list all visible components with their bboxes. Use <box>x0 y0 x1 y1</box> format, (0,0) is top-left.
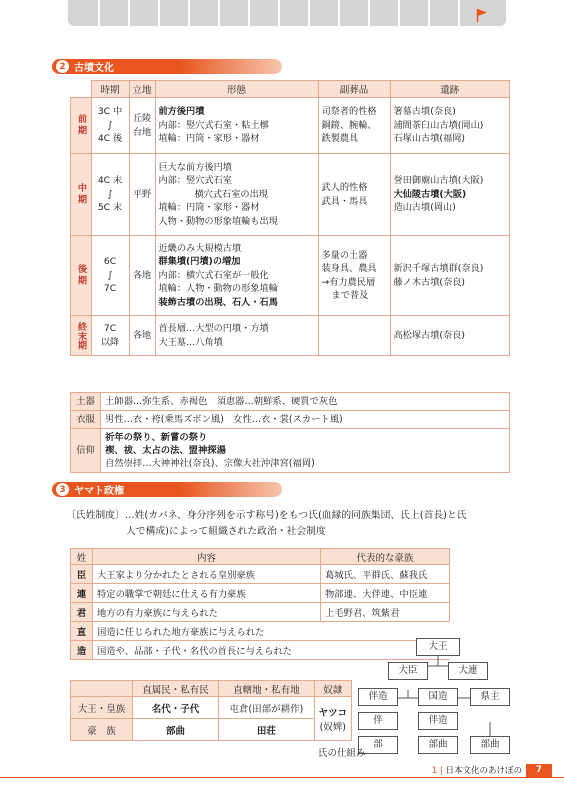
row-content: 土師器…弥生系、赤褐色 須恵器…朝鮮系、硬質で灰色 <box>101 393 510 411</box>
table-header-row <box>71 681 352 697</box>
col-header: 遺跡 <box>390 81 510 98</box>
land-cell: 屯倉(田部が耕作) <box>219 697 315 719</box>
col-header: 直轄地・私有地 <box>219 681 315 697</box>
chapter-tab[interactable] <box>310 0 338 26</box>
col-header: 立地 <box>129 81 155 98</box>
org-box-tomo: 伴 <box>358 712 398 730</box>
location-cell: 各地 <box>129 316 155 356</box>
land-cell: 田荘 <box>219 719 315 741</box>
chapter-tab[interactable] <box>68 0 98 26</box>
org-box-tomo-no-miyatsuko-2: 伴造 <box>418 712 458 730</box>
row-label: 衣服 <box>71 411 101 429</box>
org-box-kakibe-2: 部曲 <box>470 736 510 754</box>
grave-goods-cell: 武人的性格 武具・馬具 <box>318 154 390 236</box>
chapter-label: 1 | 日本文化のあけぼの <box>431 766 522 776</box>
table-row <box>71 622 450 641</box>
table-row <box>71 393 510 411</box>
period-label: 中期 <box>71 154 92 236</box>
col-header: 形態 <box>155 81 318 98</box>
table-row <box>71 641 450 660</box>
table-row <box>71 236 510 316</box>
col-header: 代表的な豪族 <box>321 549 450 565</box>
era-cell: 4C 末 ∫ 5C 末 <box>91 154 129 236</box>
kabane-cell: 連 <box>71 584 93 603</box>
form-cell: 近畿のみ大規模古墳 群集墳(円墳)の増加 内部：横穴式石室が一般化 埴輪：人物・動物の形象埴輪 装飾古墳の出現、石人・石馬 <box>155 236 318 316</box>
people-cell: 名代・子代 <box>133 697 219 719</box>
table-row <box>71 603 450 622</box>
chapter-tab[interactable] <box>430 0 458 26</box>
period-label: 終末期 <box>71 316 92 356</box>
period-label: 後期 <box>71 236 92 316</box>
clans-cell: 葛城氏、平群氏、蘇我氏 <box>321 565 450 584</box>
table-row <box>71 565 450 584</box>
form-cell: 前方後円墳 内部：竪穴式石室・粘土槨 埴輪：円筒・家形・器材 <box>155 98 318 154</box>
col-header <box>71 681 133 697</box>
org-box-kakibe: 部曲 <box>418 736 458 754</box>
sites-cell: 高松塚古墳(奈良) <box>390 316 510 356</box>
diagram-caption: 氏の仕組み <box>318 748 366 759</box>
table-row <box>71 697 352 719</box>
grave-goods-cell: 多量の土器 装身具、農具 →有力農民層 まで普及 <box>318 236 390 316</box>
corner-cell <box>71 81 92 98</box>
col-header: 奴隷 <box>314 681 351 697</box>
row-label: 信仰 <box>71 429 101 473</box>
grave-goods-cell: 司祭者的性格 銅鏡、腕輪、 鉄製農具 <box>318 98 390 154</box>
kabane-cell: 直 <box>71 622 93 641</box>
kofun-lifestyle-table <box>70 392 510 473</box>
era-cell: 7C 以降 <box>91 316 129 356</box>
sites-cell: 誉田御廟山古墳(大阪) 大仙陵古墳(大阪) 造山古墳(岡山) <box>390 154 510 236</box>
chapter-tab[interactable] <box>220 0 248 26</box>
chapter-tab[interactable] <box>370 0 398 26</box>
chapter-tab[interactable] <box>280 0 308 26</box>
content-cell: 国造に任じられた地方豪族に与えられた <box>93 622 450 641</box>
top-tab-bar <box>0 0 564 30</box>
org-box-oomi: 大臣 <box>388 662 428 680</box>
chapter-tab[interactable] <box>160 0 188 26</box>
col-header: 副葬品 <box>318 81 390 98</box>
row-content: 祈年の祭り、新嘗の祭り 禊、祓、太占の法、盟神探湯 自然崇拝…大神神社(奈良)、宗像大社沖津宮(福岡) <box>101 429 510 473</box>
org-box-be: 部 <box>358 736 398 754</box>
table-row <box>71 154 510 236</box>
chapter-tab[interactable] <box>190 0 218 26</box>
content-cell: 地方の有力豪族に与えられた <box>93 603 321 622</box>
table-row <box>71 719 352 741</box>
era-cell: 6C ∫ 7C <box>91 236 129 316</box>
row-label: 土器 <box>71 393 101 411</box>
people-cell: 部曲 <box>133 719 219 741</box>
table-row <box>71 411 510 429</box>
kabane-cell: 君 <box>71 603 93 622</box>
sites-cell: 新沢千塚古墳群(奈良) 藤ノ木古墳(奈良) <box>390 236 510 316</box>
table-header-row <box>71 81 510 98</box>
flag-icon <box>476 8 488 22</box>
section-heading-yamato <box>52 482 124 497</box>
form-cell: 巨大な前方後円墳 内部：竪穴式石室 横穴式石室の出現 埴輪：円筒・家形・器材 人物・動物の形象埴輪も出現 <box>155 154 318 236</box>
period-label: 前期 <box>71 98 92 154</box>
org-box-tomo-no-miyatsuko: 伴造 <box>358 688 398 706</box>
current-chapter-tab[interactable] <box>460 0 506 26</box>
org-box-agatanushi: 県主 <box>470 688 510 706</box>
location-cell: 丘陵 台地 <box>129 98 155 154</box>
kofun-culture-table <box>70 80 510 356</box>
row-label: 豪 族 <box>71 719 133 741</box>
era-cell: 3C 中 ∫ 4C 後 <box>91 98 129 154</box>
table-row <box>71 429 510 473</box>
section-number: 3 <box>56 483 69 496</box>
org-box-kuni-no-miyatsuko: 国造 <box>418 688 458 706</box>
be-table <box>70 680 352 741</box>
row-content: 男性…衣・袴(乗馬ズボン風) 女性…衣・裳(スカート風) <box>101 411 510 429</box>
sites-cell: 箸墓古墳(奈良) 浦間茶臼山古墳(岡山) 石塚山古墳(福岡) <box>390 98 510 154</box>
table-row <box>71 98 510 154</box>
table-row <box>71 316 510 356</box>
form-cell: 首長層…大型の円墳・方墳 大王墓…八角墳 <box>155 316 318 356</box>
section-heading-kofun <box>52 59 114 74</box>
content-cell: 大王家より分かれたとされる皇別豪族 <box>93 565 321 584</box>
row-label: 大王・皇族 <box>71 697 133 719</box>
slave-cell: ヤツコ (奴婢) <box>314 697 351 741</box>
content-cell: 国造や、品部・子代・名代の首長に与えられた <box>93 641 450 660</box>
content-cell: 特定の職掌で朝廷に仕える有力豪族 <box>93 584 321 603</box>
location-cell: 平野 <box>129 154 155 236</box>
org-box-omuraji: 大連 <box>448 662 488 680</box>
col-header: 直属民・私有民 <box>133 681 219 697</box>
clan-system-description: 〔氏姓制度〕…姓(カバネ、身分序列を示す称号)をもつ氏(血縁的同族集団、氏上(首長)と氏 人で構成)によって組織された政治・社会制度 <box>66 510 467 537</box>
section-title: ヤマト政権 <box>74 486 124 497</box>
col-header: 内容 <box>93 549 321 565</box>
chapter-tab[interactable] <box>400 0 428 26</box>
location-cell: 各地 <box>129 236 155 316</box>
table-header-row <box>71 549 450 565</box>
grave-goods-cell <box>318 316 390 356</box>
page-footer <box>0 764 564 778</box>
chapter-tab[interactable] <box>100 0 128 26</box>
kabane-table <box>70 548 450 660</box>
org-box-okimi: 大王 <box>416 638 460 656</box>
table-row <box>71 584 450 603</box>
section-title: 古墳文化 <box>74 63 114 74</box>
col-header: 姓 <box>71 549 93 565</box>
clans-cell: 物部連、大伴連、中臣連 <box>321 584 450 603</box>
kabane-cell: 造 <box>71 641 93 660</box>
col-header: 時期 <box>91 81 129 98</box>
clans-cell: 上毛野君、筑紫君 <box>321 603 450 622</box>
chapter-tab[interactable] <box>250 0 278 26</box>
chapter-tab[interactable] <box>340 0 368 26</box>
chapter-tab[interactable] <box>130 0 158 26</box>
kabane-cell: 臣 <box>71 565 93 584</box>
section-number: 2 <box>56 60 69 73</box>
page-number: 7 <box>526 764 552 777</box>
